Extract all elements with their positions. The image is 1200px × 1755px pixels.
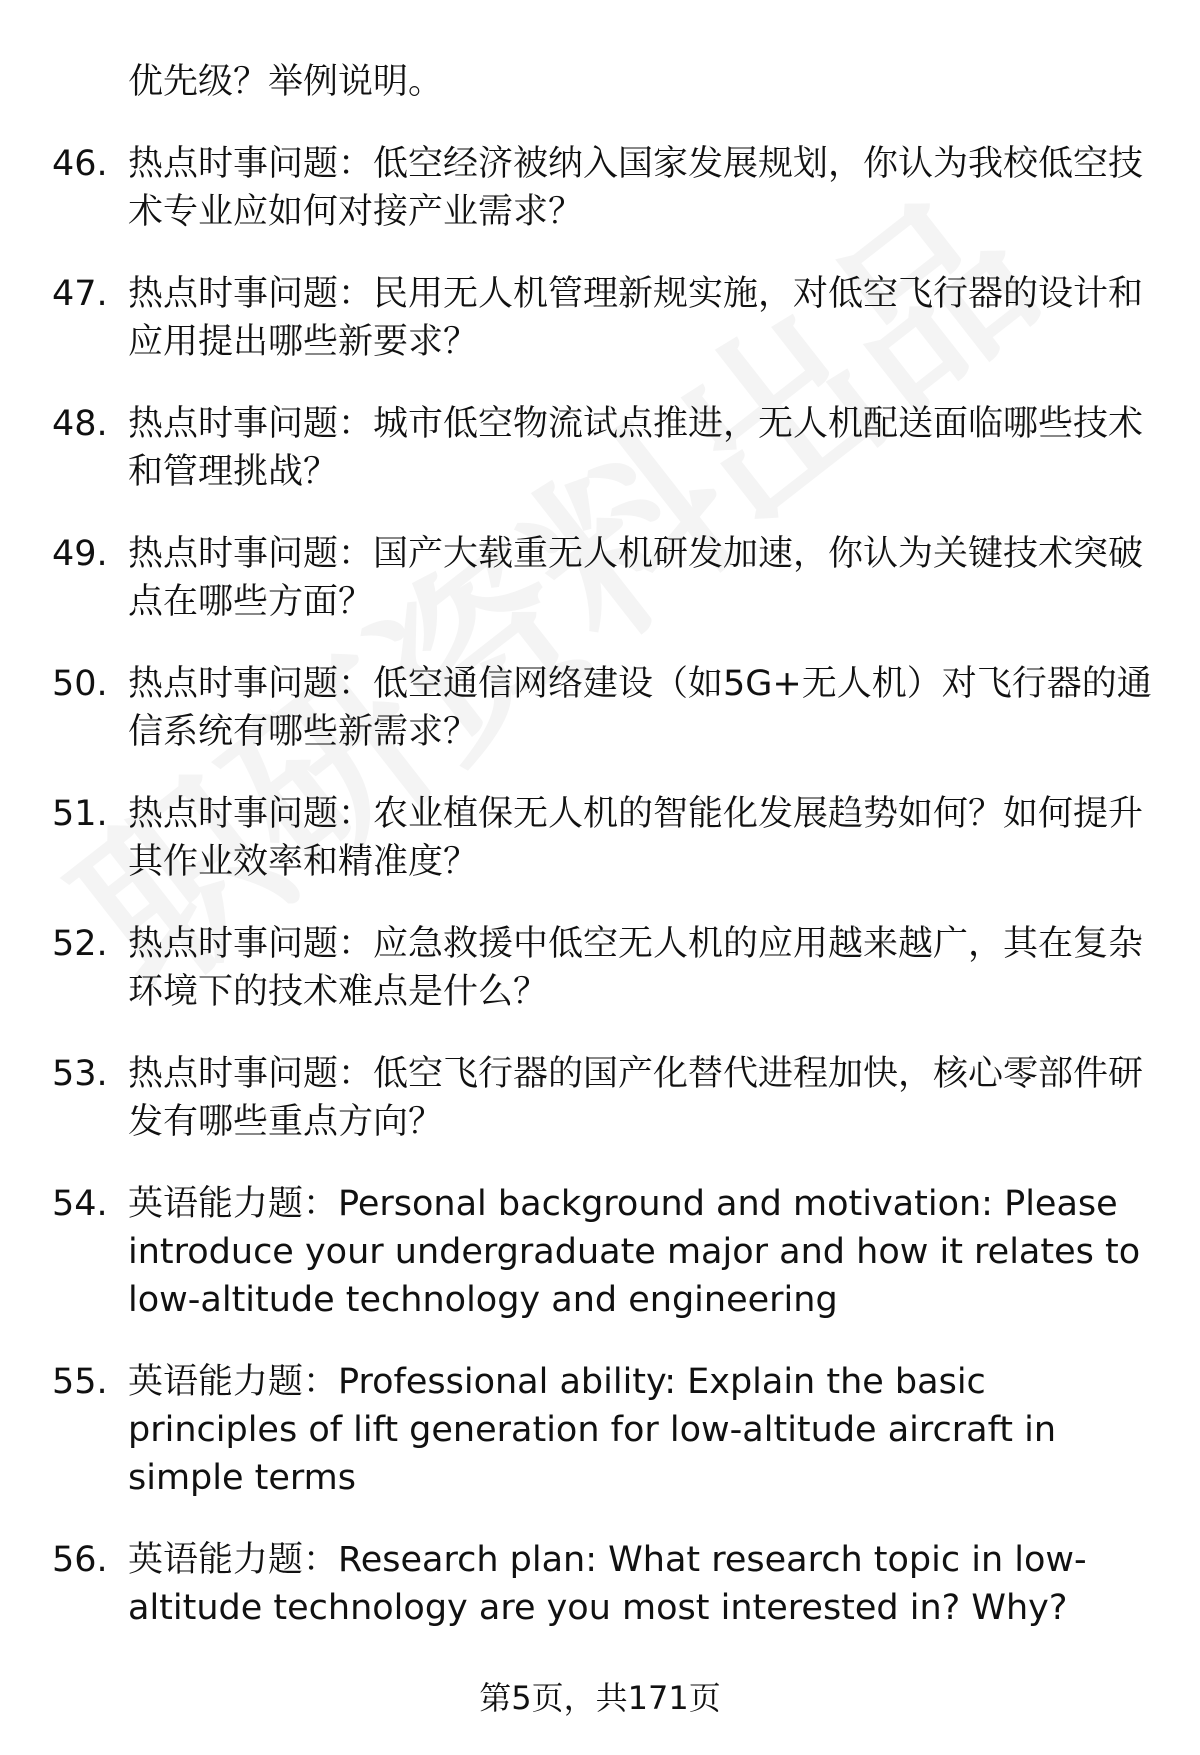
item-text: 热点时事问题：低空通信网络建设（如5G+无人机）对飞行器的通信系统有哪些新需求？ (128, 664, 1152, 752)
item-text: 热点时事问题：农业植保无人机的智能化发展趋势如何？如何提升其作业效率和精准度？ (128, 794, 1144, 882)
list-item (0, 270, 1200, 366)
item-number: 49. (52, 534, 108, 574)
item-text: 热点时事问题：低空飞行器的国产化替代进程加快，核心零部件研发有哪些重点方向？ (128, 1054, 1144, 1142)
list-item (0, 530, 1200, 626)
item-number: 54. (52, 1184, 108, 1224)
list-item (0, 790, 1200, 886)
item-number: 46. (52, 144, 108, 184)
item-number: 48. (52, 404, 108, 444)
page-footer: 第5页，共171页 (479, 1679, 721, 1717)
item-number: 50. (52, 664, 108, 704)
list-item (0, 400, 1200, 496)
list-item (0, 1536, 1200, 1632)
question-list (0, 140, 1200, 1666)
list-item (0, 1180, 1200, 1324)
list-item (0, 1358, 1200, 1502)
list-item (0, 140, 1200, 236)
item-text: 英语能力题：Professional ability: Explain the basic principles of lift generation for low-altitude aircraft in simple terms (128, 1362, 1057, 1498)
list-item (0, 660, 1200, 756)
item-number: 47. (52, 274, 108, 314)
item-text: 英语能力题：Research plan: What research topic in low-altitude technology are you most interested in? Why? (128, 1540, 1087, 1628)
item-text: 热点时事问题：低空经济被纳入国家发展规划，你认为我校低空技术专业应如何对接产业需求？ (128, 144, 1144, 232)
item-number: 51. (52, 794, 108, 834)
list-item (0, 1050, 1200, 1146)
item-text: 热点时事问题：应急救援中低空无人机的应用越来越广，其在复杂环境下的技术难点是什么？ (128, 924, 1144, 1012)
item-number: 53. (52, 1054, 108, 1094)
item-text: 英语能力题：Personal background and motivation: Please introduce your undergraduate major and how it relates to low-altitude technology and engineering (128, 1184, 1141, 1320)
item-number: 52. (52, 924, 108, 964)
list-item (0, 920, 1200, 1016)
item-number: 55. (52, 1362, 108, 1402)
item-text: 热点时事问题：民用无人机管理新规实施，对低空飞行器的设计和应用提出哪些新要求？ (128, 274, 1144, 362)
item-text: 热点时事问题：城市低空物流试点推进，无人机配送面临哪些技术和管理挑战？ (128, 404, 1144, 492)
continuation-text: 优先级？举例说明。 (128, 62, 444, 102)
item-text: 热点时事问题：国产大载重无人机研发加速，你认为关键技术突破点在哪些方面？ (128, 534, 1144, 622)
item-number: 56. (52, 1540, 108, 1580)
